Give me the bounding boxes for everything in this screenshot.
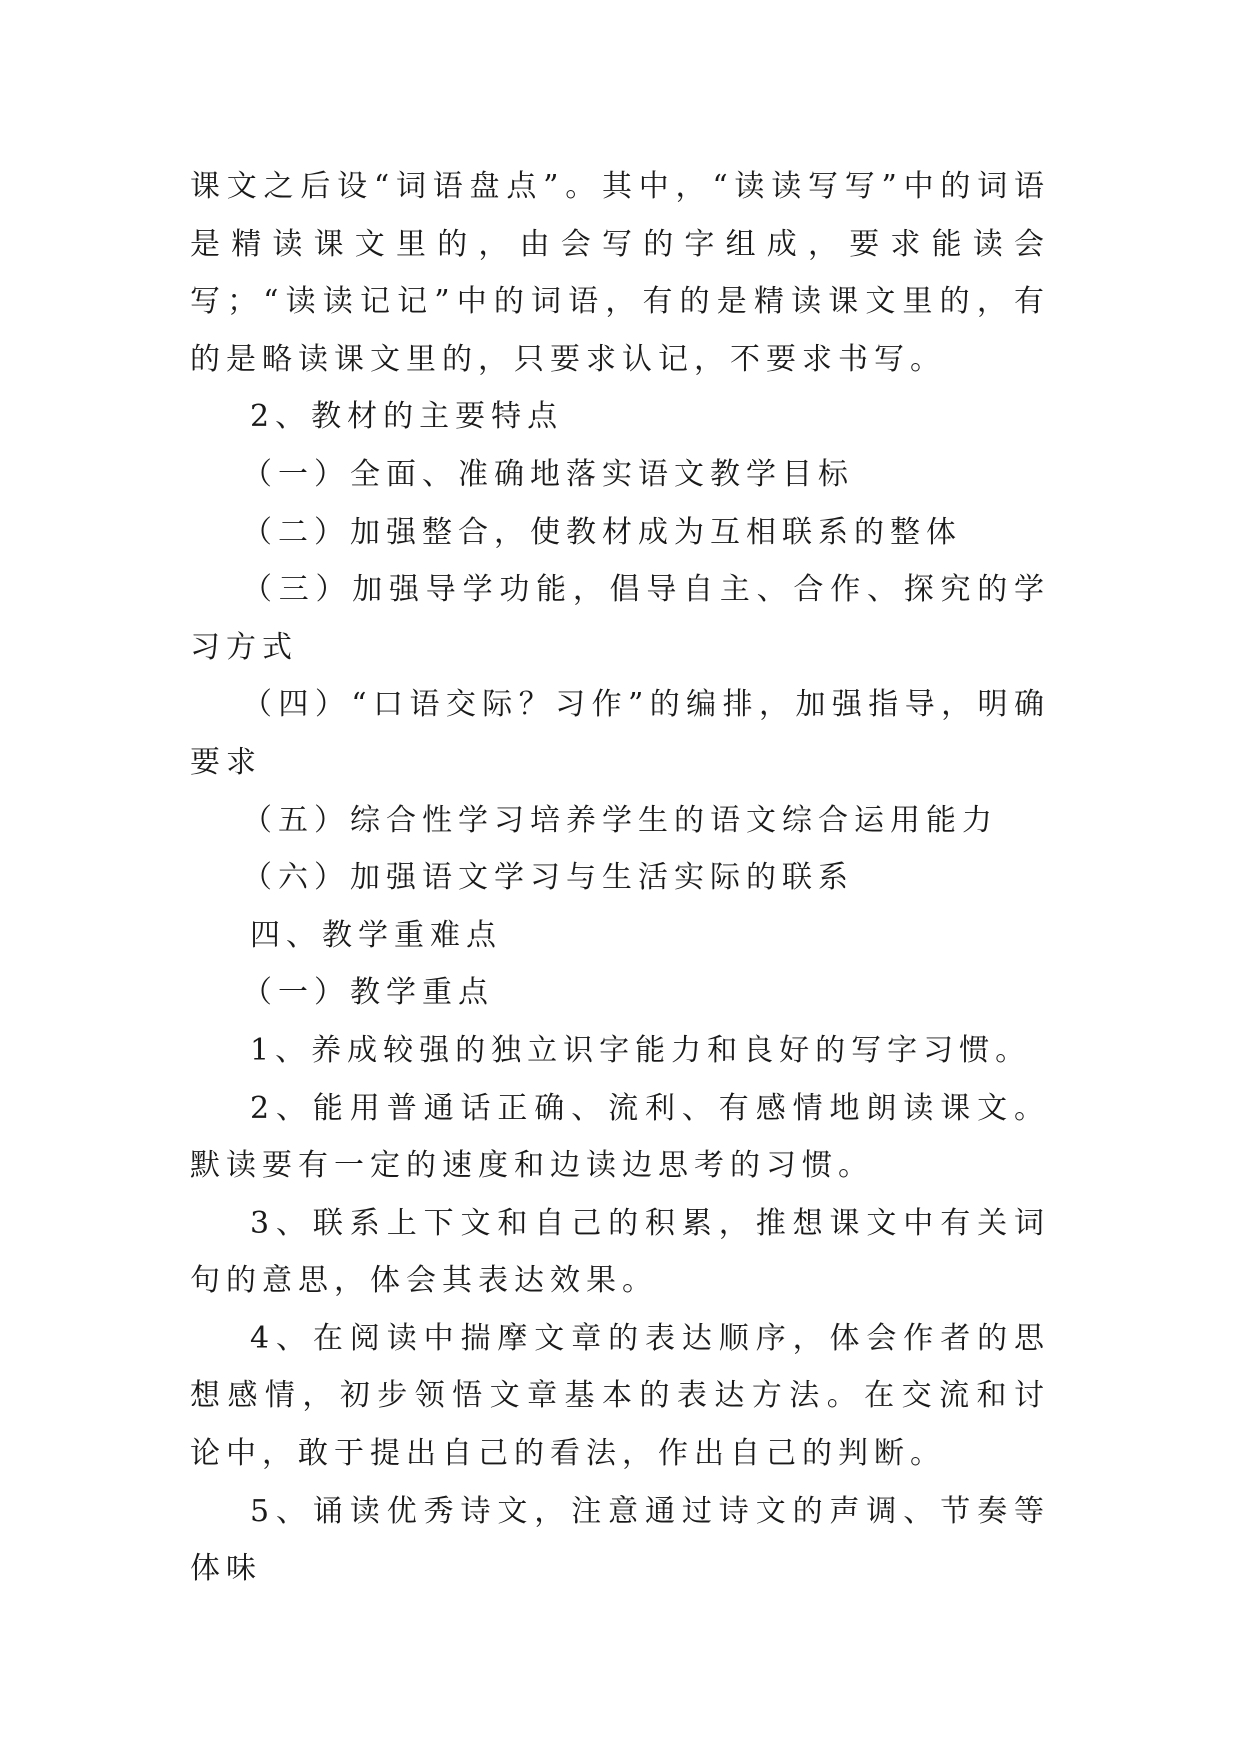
feature-item-6: （六）加强语文学习与生活实际的联系 [242, 860, 854, 896]
heading-key-difficulties: 四、教学重难点 [250, 917, 502, 953]
feature-item-2: （二）加强整合，使教材成为互相联系的整体 [242, 514, 962, 550]
heading-textbook-features: 2、教材的主要特点 [250, 399, 564, 435]
document-body [190, 158, 1050, 1598]
feature-item-4: （四）“口语交际？习作”的编排，加强指导，明确要求 [190, 687, 1050, 780]
focus-item-4: 4、在阅读中揣摩文章的表达顺序，体会作者的思想感情，初步领悟文章基本的表达方法。在交流和讨论中，敢于提出自己的看法，作出自己的判断。 [190, 1320, 1050, 1472]
subheading-teaching-focus: （一）教学重点 [242, 975, 494, 1011]
feature-item-5: （五）综合性学习培养学生的语文综合运用能力 [242, 802, 998, 838]
focus-item-3: 3、联系上下文和自己的积累，推想课文中有关词句的意思，体会其表达效果。 [190, 1205, 1050, 1299]
focus-item-2: 2、能用普通话正确、流利、有感情地朗读课文。默读要有一定的速度和边读边思考的习惯。 [190, 1090, 1050, 1184]
paragraph-word-review: 课文之后设“词语盘点”。其中，“读读写写”中的词语是精读课文里的，由会写的字组成，要求能读会写；“读读记记”中的词语，有的是精读课文里的，有的是略读课文里的，只要求认记，不要求书写。 [190, 169, 1050, 377]
feature-item-3: （三）加强导学功能，倡导自主、合作、探究的学习方式 [190, 572, 1050, 665]
feature-item-1: （一）全面、准确地落实语文教学目标 [242, 456, 854, 492]
focus-item-1: 1、养成较强的独立识字能力和良好的写字习惯。 [250, 1032, 1032, 1068]
focus-item-5: 5、诵读优秀诗文，注意通过诗文的声调、节奏等体味 [190, 1493, 1050, 1587]
